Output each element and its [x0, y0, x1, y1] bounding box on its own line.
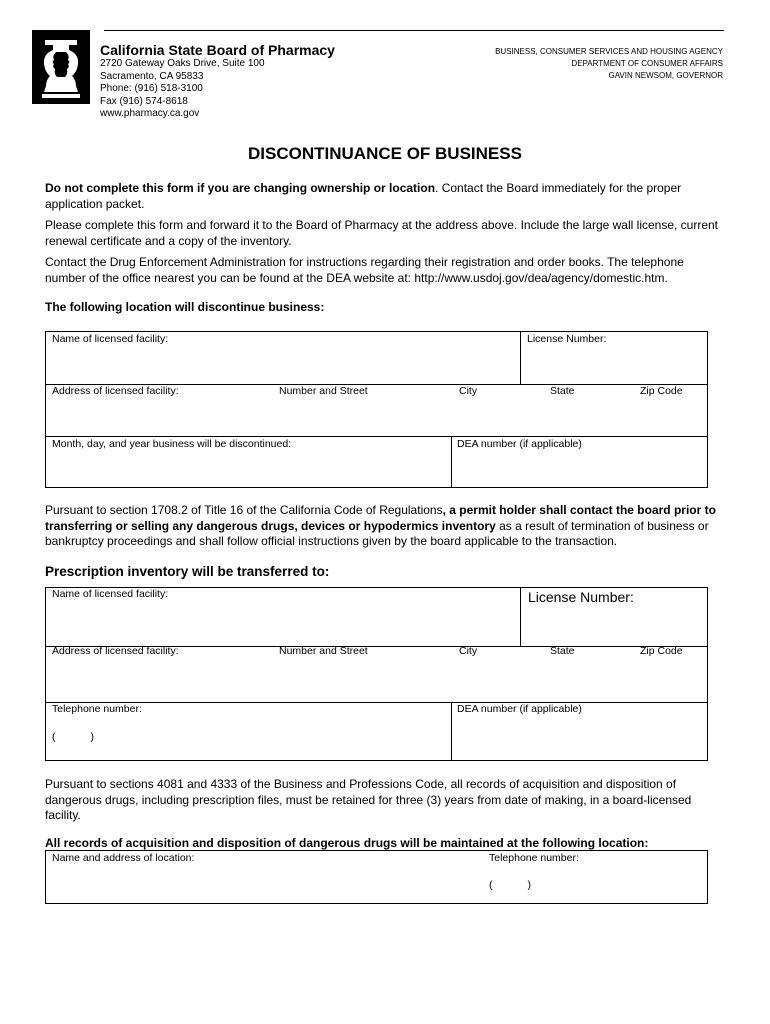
- phone-area-code: ( ): [489, 879, 531, 891]
- pursuant-text-end: as a result of termination of business or bankruptcy proceedings and shall follow official instructions given by the board applicable to the transaction.: [45, 518, 709, 548]
- warning-rest: . Contact the Board immediately for the proper application packet.: [45, 181, 682, 211]
- warning-bold: Do not complete this form if you are changing ownership or location: [45, 181, 436, 195]
- records-telephone-field[interactable]: Telephone number:: [489, 852, 579, 864]
- phone-line: Phone: (916) 518-3100: [100, 83, 203, 94]
- facility-name-field[interactable]: Name of licensed facility:: [52, 333, 169, 345]
- instructions-paragraph: Please complete this form and forward it to the Board of Pharmacy at the address above. Include the large wall license, current renewal certificate and a copy of the inventory.: [45, 218, 719, 248]
- governor-line: GAVIN NEWSOM, GOVERNOR: [608, 71, 723, 80]
- fax-line: Fax (916) 574-8618: [100, 95, 188, 107]
- discontinue-location-box: [45, 331, 708, 488]
- records-location-field[interactable]: Name and address of location:: [52, 852, 195, 864]
- board-logo: [32, 30, 90, 104]
- street-label: Number and Street: [279, 645, 368, 657]
- department-line: DEPARTMENT OF CONSUMER AFFAIRS: [571, 59, 723, 68]
- divider: [520, 588, 521, 646]
- divider: [520, 332, 521, 384]
- org-address: [100, 58, 265, 121]
- discontinue-date-field[interactable]: Month, day, and year business will be discontinued:: [52, 438, 292, 450]
- records-location-box: [45, 850, 708, 904]
- pursuant-1708-paragraph: [45, 503, 725, 550]
- street-label: Number and Street: [279, 385, 368, 397]
- header-rule: [104, 30, 724, 31]
- pursuant-text: Pursuant to section 1708.2 of Title 16 of the California Code of Regulations: [45, 503, 443, 517]
- transfer-to-box: [45, 587, 708, 761]
- divider: [451, 436, 452, 487]
- org-name: California State Board of Pharmacy: [100, 42, 335, 58]
- pursuant-bold: , a permit holder shall contact the board prior to transferring or selling any dangerous drugs, devices or hypodermics inventory: [45, 503, 716, 533]
- divider: [46, 436, 707, 437]
- divider: [451, 702, 452, 760]
- transfer-telephone-field[interactable]: Telephone number:: [52, 703, 142, 715]
- pursuant-4081-paragraph: Pursuant to sections 4081 and 4333 of the Business and Professions Code, all records of acquisition and disposition of dangerous drugs, including prescription files, must be retained for three (3) years from date of making, in a board-licensed facility.: [45, 777, 692, 822]
- dea-paragraph: Contact the Drug Enforcement Administration for instructions regarding their registration and order books. The telephone number of the office nearest you can be found at the DEA website at: http://www.usdoj.gov/dea/agency/domestic.htm.: [45, 255, 684, 285]
- address-line: Sacramento, CA 95833: [100, 70, 204, 82]
- state-label: State: [550, 645, 575, 657]
- facility-address-field[interactable]: Address of licensed facility:: [52, 385, 179, 397]
- city-label: City: [459, 385, 478, 397]
- section2-heading: Prescription inventory will be transferred to:: [45, 564, 330, 579]
- website-line: www.pharmacy.ca.gov: [100, 108, 200, 119]
- section1-heading: The following location will discontinue business:: [45, 300, 325, 314]
- phone-area-code: ( ): [52, 731, 94, 743]
- divider: [46, 702, 707, 703]
- transfer-license-number-field[interactable]: License Number:: [528, 589, 634, 605]
- state-label: State: [550, 385, 575, 397]
- transfer-dea-number-field[interactable]: DEA number (if applicable): [457, 703, 582, 715]
- warning-paragraph: [45, 181, 720, 212]
- agency-line: BUSINESS, CONSUMER SERVICES AND HOUSING AGENCY: [495, 47, 723, 56]
- transfer-facility-name-field[interactable]: Name of licensed facility:: [52, 588, 169, 600]
- agency-block: [495, 46, 723, 82]
- address-line: 2720 Gateway Oaks Drive, Suite 100: [100, 58, 265, 69]
- section3-heading: All records of acquisition and disposition of dangerous drugs will be maintained at the following location:: [45, 836, 649, 850]
- transfer-facility-address-field[interactable]: Address of licensed facility:: [52, 645, 179, 657]
- license-number-field[interactable]: License Number:: [527, 333, 607, 345]
- city-label: City: [459, 645, 478, 657]
- dea-number-field[interactable]: DEA number (if applicable): [457, 438, 582, 450]
- zip-label: Zip Code: [640, 645, 683, 657]
- form-title: DISCONTINUANCE OF BUSINESS: [248, 144, 522, 163]
- zip-label: Zip Code: [640, 385, 683, 397]
